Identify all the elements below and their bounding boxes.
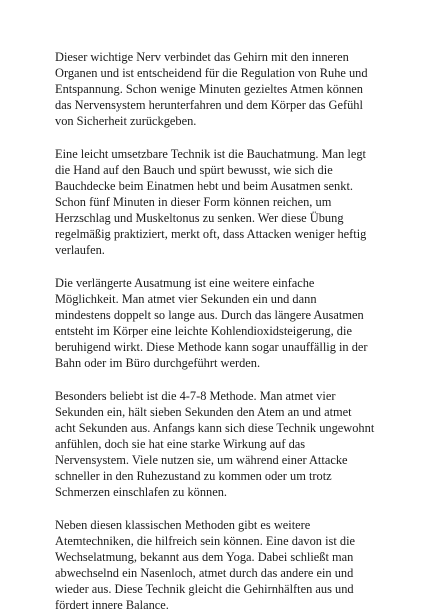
- document-body: [55, 49, 375, 613]
- paragraph-478-method: Besonders beliebt ist die 4-7-8 Methode. Man atmet vier Sekunden ein, hält sieben Sekunden den Atem an und atmet acht Sekunden aus. Anfangs kann sich diese Technik ungewohnt anfühlen, doch sie hat eine starke Wirkung auf das Nervensystem. Viele nutzen sie, um während einer Attacke schneller in den Ruhezustand zu kommen oder um trotz Schmerzen einschlafen zu können.: [55, 389, 375, 499]
- paragraph-vagus-nerve: Dieser wichtige Nerv verbindet das Gehirn mit den inneren Organen und ist entscheidend für die Regulation von Ruhe und Entspannung. Schon wenige Minuten gezieltes Atmen können das Nervensystem herunterfahren und dem Körper das Gefühl von Sicherheit zurückgeben.: [55, 50, 368, 128]
- paragraph-alternate-nostril: Neben diesen klassischen Methoden gibt es weitere Atemtechniken, die hilfreich sein können. Eine davon ist die Wechselatmung, bekannt aus dem Yoga. Dabei schließt man abwechselnd ein Nasenloch, atmet durch das andere ein und wieder aus. Diese Technik gleicht die Gehirnhälften aus und fördert innere Balance.: [55, 518, 356, 612]
- paragraph-abdominal-breathing: Eine leicht umsetzbare Technik ist die Bauchatmung. Man legt die Hand auf den Bauch und spürt bewusst, wie sich die Bauchdecke beim Einatmen hebt und beim Ausatmen senkt. Schon fünf Minuten in dieser Form können reichen, um Herzschlag und Muskeltonus zu senken. Wer diese Übung regelmäßig praktiziert, merkt oft, dass Attacken weniger heftig verlaufen.: [55, 147, 367, 257]
- paragraph-extended-exhalation: Die verlängerte Ausatmung ist eine weitere einfache Möglichkeit. Man atmet vier Sekunden ein und dann mindestens doppelt so lange aus. Durch das längere Ausatmen entsteht im Körper eine leichte Kohlendioxidsteigerung, die beruhigend wirkt. Diese Methode kann sogar unauffällig in der Bahn oder im Büro durchgeführt werden.: [55, 276, 368, 370]
